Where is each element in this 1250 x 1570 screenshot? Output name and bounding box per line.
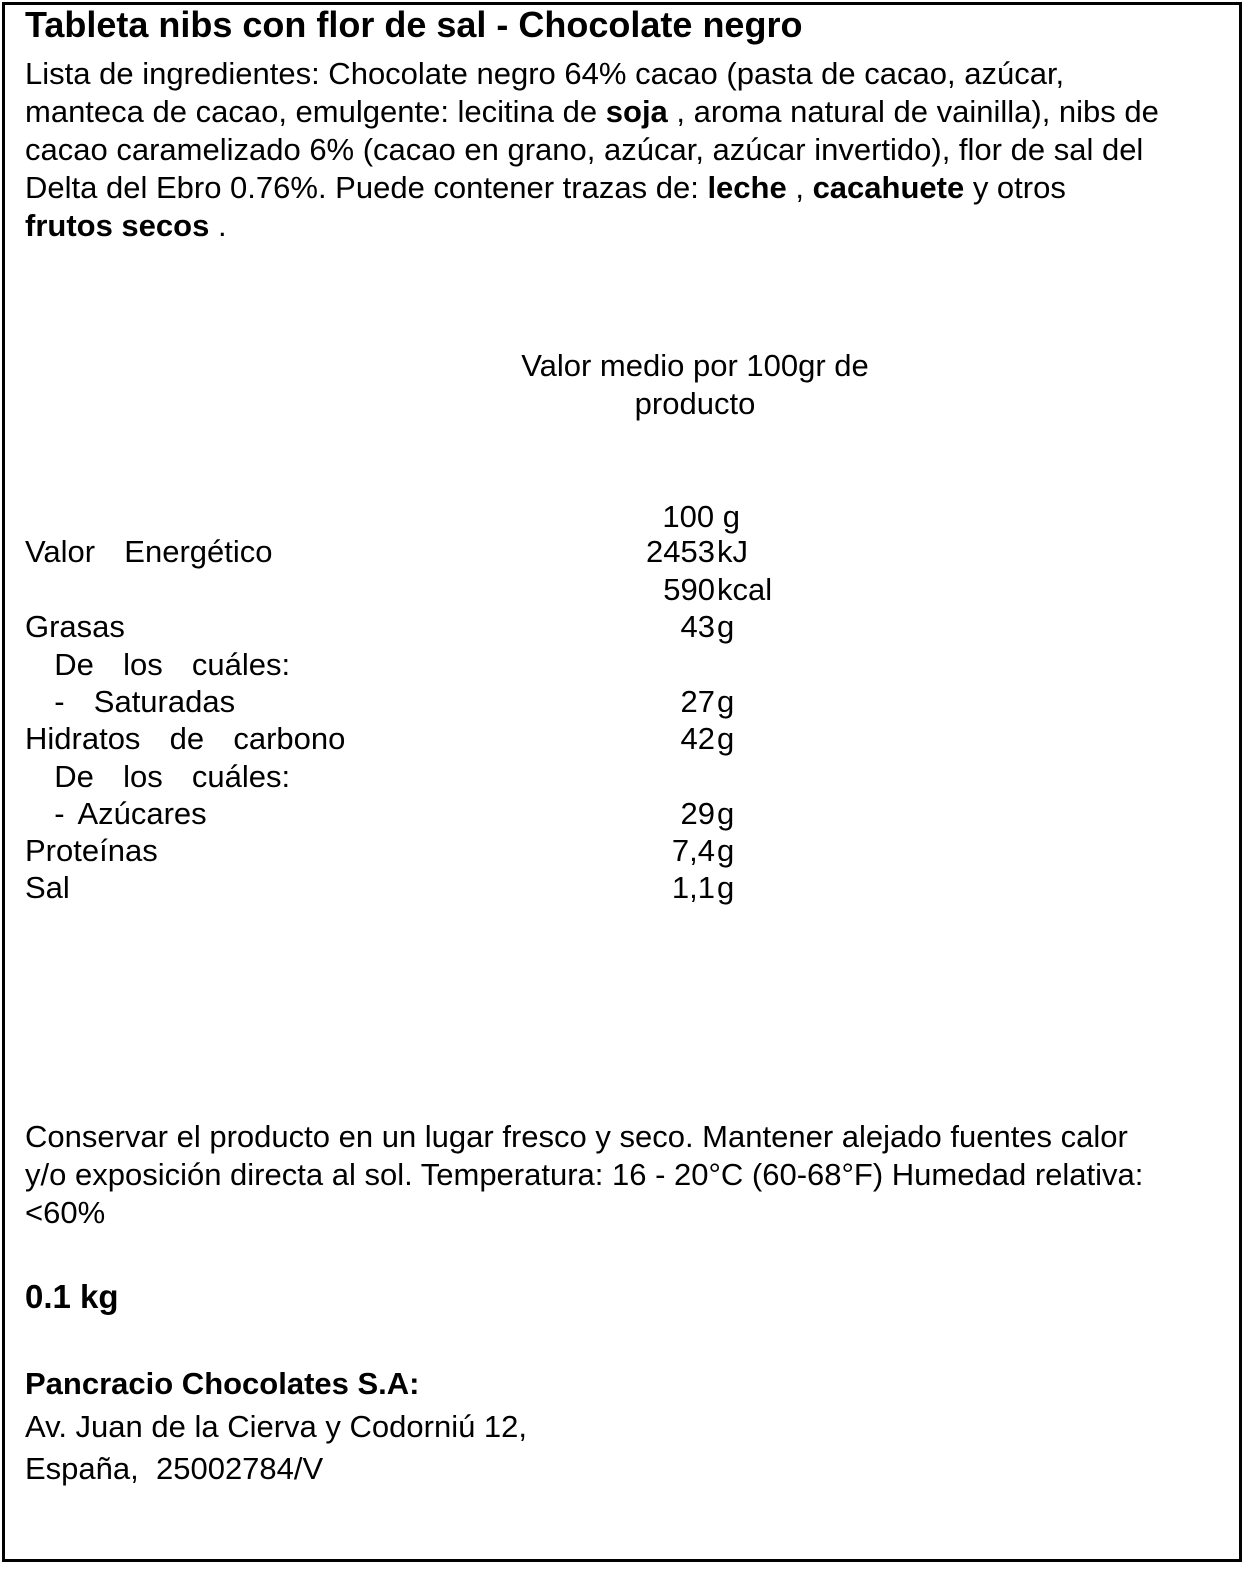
allergen-cacahuete: cacahuete: [812, 170, 965, 205]
ingredients-line: [25, 93, 1220, 131]
nutrient-unit-kj: kJ: [717, 534, 748, 569]
nutrient-unit-sugars: g: [717, 796, 735, 831]
ingredients-text: , aroma natural de vainilla), nibs de: [667, 94, 1159, 129]
allergen-frutos-secos: frutos secos: [25, 208, 210, 243]
ingredients-text: ,: [786, 170, 813, 205]
nutrient-label-fat: Grasas: [25, 609, 125, 644]
nutrient-unit-carbohydrates: g: [717, 721, 735, 756]
ingredients-line: [25, 169, 1220, 207]
company-country-registration: España, 25002784/V: [25, 1451, 324, 1486]
nutrient-value-salt: 1,1: [671, 870, 715, 905]
storage-instructions: [25, 1118, 1225, 1232]
nutrient-label-of-which: De los cuáles:: [25, 759, 291, 794]
nutrient-value-fat: 43: [680, 609, 715, 644]
ingredients-line: [25, 55, 1220, 93]
nutrient-value-carbohydrates: 42: [680, 721, 715, 756]
nutrient-unit-kcal: kcal: [717, 572, 773, 607]
nutrient-label-protein: Proteínas: [25, 833, 158, 868]
storage-line: <60%: [25, 1195, 106, 1230]
nutrient-label-energy: Valor Energético: [25, 534, 273, 569]
nutrition-column-header: 100 g: [662, 499, 740, 534]
nutrition-header-line: Valor medio por 100gr de: [521, 348, 869, 383]
nutrient-unit-fat: g: [717, 609, 735, 644]
nutrient-label-saturated: - Saturadas: [25, 684, 236, 719]
ingredients-text: cacao caramelizado 6% (cacao en grano, azúcar, azúcar invertido), flor de sal del: [25, 132, 1144, 167]
nutrient-value-protein: 7,4: [671, 833, 715, 868]
nutrient-label-sugars: - Azúcares: [25, 796, 207, 831]
ingredients-line: [25, 131, 1220, 169]
ingredients-line: [25, 207, 1220, 245]
ingredients-list: [25, 55, 1220, 245]
storage-line: y/o exposición directa al sol. Temperatura: 16 - 20°C (60-68°F) Humedad relativa:: [25, 1157, 1144, 1192]
nutrient-unit-salt: g: [717, 870, 735, 905]
nutrient-label-of-which: De los cuáles:: [25, 647, 291, 682]
ingredients-text: Lista de ingredientes: Chocolate negro 64% cacao (pasta de cacao, azúcar,: [25, 56, 1065, 91]
nutrient-value-energy-kj: 2453: [646, 534, 715, 569]
net-weight: 0.1 kg: [25, 1278, 119, 1315]
ingredients-text: Delta del Ebro 0.76%. Puede contener trazas de:: [25, 170, 708, 205]
allergen-leche: leche: [707, 170, 787, 205]
nutrition-header-line: producto: [634, 386, 756, 421]
nutrition-table-header: [495, 347, 895, 423]
nutrient-value-energy-kcal: 590: [663, 572, 715, 607]
nutrient-value-sugars: 29: [680, 796, 715, 831]
nutrient-unit-saturated: g: [717, 684, 735, 719]
nutrient-label-carbohydrates: Hidratos de carbono: [25, 721, 346, 756]
ingredients-text: y otros: [964, 170, 1066, 205]
storage-line: Conservar el producto en un lugar fresco y seco. Mantener alejado fuentes calor: [25, 1119, 1128, 1154]
ingredients-text: .: [209, 208, 227, 243]
ingredients-text: manteca de cacao, emulgente: lecitina de: [25, 94, 606, 129]
company-address: Av. Juan de la Cierva y Codorniú 12,: [25, 1409, 528, 1444]
nutrient-label-salt: Sal: [25, 870, 70, 905]
company-name: Pancracio Chocolates S.A:: [25, 1366, 420, 1401]
nutrient-unit-protein: g: [717, 833, 735, 868]
allergen-soja: soja: [605, 94, 668, 129]
nutrient-value-saturated: 27: [680, 684, 715, 719]
product-title: Tableta nibs con flor de sal - Chocolate negro: [25, 4, 803, 45]
